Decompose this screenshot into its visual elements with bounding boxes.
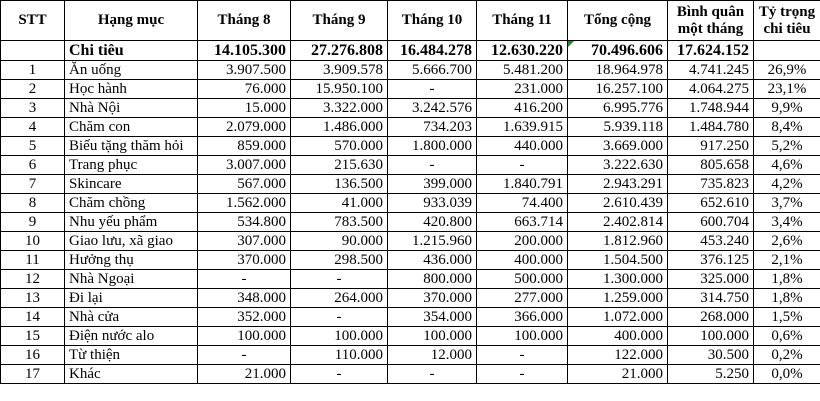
summary-total-cell[interactable]: [568, 41, 668, 61]
month-9-cell[interactable]: 1.486.000: [291, 118, 388, 137]
month-9-cell[interactable]: 783.500: [291, 213, 388, 232]
average-cell[interactable]: 1.748.944: [668, 99, 754, 118]
month-11-cell[interactable]: 400.000: [477, 251, 568, 270]
stt-cell[interactable]: 15: [1, 327, 65, 346]
average-cell[interactable]: 325.000: [668, 270, 754, 289]
ratio-cell[interactable]: 1,5%: [754, 308, 820, 327]
month-8-cell[interactable]: 100.000: [198, 327, 291, 346]
ratio-cell[interactable]: 4,6%: [754, 156, 820, 175]
summary-stt-cell[interactable]: [1, 41, 65, 61]
month-11-cell[interactable]: -: [477, 365, 568, 384]
stt-cell[interactable]: 7: [1, 175, 65, 194]
total-cell[interactable]: 400.000: [568, 327, 668, 346]
table-row: [1, 137, 820, 156]
summary-total-value: 70.496.606: [591, 41, 663, 59]
stt-cell[interactable]: 5: [1, 137, 65, 156]
table-row: [1, 194, 820, 213]
summary-ratio-cell[interactable]: [754, 41, 820, 61]
category-cell[interactable]: Chăm con: [65, 118, 198, 137]
total-cell[interactable]: 1.504.500: [568, 251, 668, 270]
table-row: [1, 365, 820, 384]
month-11-cell[interactable]: 500.000: [477, 270, 568, 289]
month-8-cell[interactable]: 21.000: [198, 365, 291, 384]
month-10-cell[interactable]: -: [388, 156, 477, 175]
category-cell[interactable]: Nhà cửa: [65, 308, 198, 327]
table-row: [1, 213, 820, 232]
month-11-cell[interactable]: -: [477, 346, 568, 365]
average-cell[interactable]: 1.484.780: [668, 118, 754, 137]
month-10-cell[interactable]: 436.000: [388, 251, 477, 270]
header-ratio-line2: chi tiêu: [763, 20, 811, 37]
ratio-cell[interactable]: 3,4%: [754, 213, 820, 232]
ratio-cell[interactable]: 8,4%: [754, 118, 820, 137]
month-8-cell[interactable]: -: [198, 270, 291, 289]
average-cell[interactable]: 376.125: [668, 251, 754, 270]
ratio-cell[interactable]: 2,6%: [754, 232, 820, 251]
ratio-cell[interactable]: 0,6%: [754, 327, 820, 346]
month-8-cell[interactable]: 534.800: [198, 213, 291, 232]
month-9-cell[interactable]: 3.909.578: [291, 61, 388, 80]
month-8-cell[interactable]: 567.000: [198, 175, 291, 194]
month-9-cell[interactable]: 264.000: [291, 289, 388, 308]
total-cell[interactable]: 6.995.776: [568, 99, 668, 118]
table-row: [1, 327, 820, 346]
summary-average-cell[interactable]: 17.624.152: [668, 41, 754, 61]
header-avg-line1: Bình quân: [676, 3, 745, 20]
month-9-cell[interactable]: 570.000: [291, 137, 388, 156]
category-cell[interactable]: Chăm chồng: [65, 194, 198, 213]
ratio-cell[interactable]: 5,2%: [754, 137, 820, 156]
total-cell[interactable]: 2.610.439: [568, 194, 668, 213]
summary-month-10-cell[interactable]: 16.484.278: [388, 41, 477, 61]
header-total[interactable]: Tổng cộng: [568, 1, 668, 41]
month-8-cell[interactable]: -: [198, 346, 291, 365]
total-cell[interactable]: 3.669.000: [568, 137, 668, 156]
average-cell[interactable]: 268.000: [668, 308, 754, 327]
category-cell[interactable]: Nhu yếu phẩm: [65, 213, 198, 232]
total-cell[interactable]: 1.259.000: [568, 289, 668, 308]
header-avg-line2: một tháng: [677, 20, 744, 37]
month-10-cell[interactable]: 5.666.700: [388, 61, 477, 80]
stt-cell[interactable]: 12: [1, 270, 65, 289]
month-11-cell[interactable]: 366.000: [477, 308, 568, 327]
average-cell[interactable]: 735.823: [668, 175, 754, 194]
header-ratio-line1: Tỷ trọng: [758, 3, 816, 20]
stt-cell[interactable]: 17: [1, 365, 65, 384]
month-8-cell[interactable]: 2.079.000: [198, 118, 291, 137]
month-10-cell[interactable]: 399.000: [388, 175, 477, 194]
stt-cell[interactable]: 2: [1, 80, 65, 99]
month-9-cell[interactable]: -: [291, 365, 388, 384]
month-8-cell[interactable]: 3.007.000: [198, 156, 291, 175]
month-9-cell[interactable]: -: [291, 308, 388, 327]
month-9-cell[interactable]: 136.500: [291, 175, 388, 194]
month-11-cell[interactable]: 416.200: [477, 99, 568, 118]
total-cell[interactable]: 21.000: [568, 365, 668, 384]
ratio-cell[interactable]: 1,8%: [754, 289, 820, 308]
month-9-cell[interactable]: 215.630: [291, 156, 388, 175]
table-row: [1, 308, 820, 327]
table-row: [1, 232, 820, 251]
header-monthly-average[interactable]: [668, 1, 754, 41]
header-stt[interactable]: STT: [1, 1, 65, 41]
stt-cell[interactable]: 4: [1, 118, 65, 137]
stt-cell[interactable]: 16: [1, 346, 65, 365]
header-month-9[interactable]: Tháng 9: [291, 1, 388, 41]
total-cell[interactable]: 18.964.978: [568, 61, 668, 80]
month-10-cell[interactable]: 800.000: [388, 270, 477, 289]
table-row: [1, 156, 820, 175]
month-10-cell[interactable]: 1.215.960: [388, 232, 477, 251]
table-row: [1, 80, 820, 99]
month-9-cell[interactable]: 3.322.000: [291, 99, 388, 118]
total-cell[interactable]: 122.000: [568, 346, 668, 365]
table-row: [1, 175, 820, 194]
month-8-cell[interactable]: 352.000: [198, 308, 291, 327]
ratio-cell[interactable]: 4,2%: [754, 175, 820, 194]
stt-cell[interactable]: 14: [1, 308, 65, 327]
error-indicator-icon: [568, 41, 574, 47]
total-cell[interactable]: 2.402.814: [568, 213, 668, 232]
header-spending-ratio[interactable]: [754, 1, 820, 41]
month-11-cell[interactable]: 663.714: [477, 213, 568, 232]
category-cell[interactable]: Nhà Ngoại: [65, 270, 198, 289]
month-11-cell[interactable]: 440.000: [477, 137, 568, 156]
category-cell[interactable]: Điện nước alo: [65, 327, 198, 346]
stt-cell[interactable]: 3: [1, 99, 65, 118]
month-10-cell[interactable]: 100.000: [388, 327, 477, 346]
month-8-cell[interactable]: 76.000: [198, 80, 291, 99]
month-10-cell[interactable]: -: [388, 365, 477, 384]
month-11-cell[interactable]: -: [477, 156, 568, 175]
category-cell[interactable]: Trang phục: [65, 156, 198, 175]
ratio-cell[interactable]: 0,0%: [754, 365, 820, 384]
header-category[interactable]: Hạng mục: [65, 1, 198, 41]
month-8-cell[interactable]: 348.000: [198, 289, 291, 308]
average-cell[interactable]: 4.064.275: [668, 80, 754, 99]
header-row: [1, 1, 820, 41]
average-cell[interactable]: 100.000: [668, 327, 754, 346]
summary-month-8-cell[interactable]: 14.105.300: [198, 41, 291, 61]
month-11-cell[interactable]: 5.481.200: [477, 61, 568, 80]
month-10-cell[interactable]: 420.800: [388, 213, 477, 232]
table-row: [1, 118, 820, 137]
month-9-cell[interactable]: 110.000: [291, 346, 388, 365]
summary-category-cell[interactable]: Chi tiêu: [65, 41, 198, 61]
ratio-cell[interactable]: 9,9%: [754, 99, 820, 118]
total-cell[interactable]: 5.939.118: [568, 118, 668, 137]
total-cell[interactable]: 1.812.960: [568, 232, 668, 251]
month-10-cell[interactable]: 370.000: [388, 289, 477, 308]
month-11-cell[interactable]: 231.000: [477, 80, 568, 99]
total-cell[interactable]: 3.222.630: [568, 156, 668, 175]
category-cell[interactable]: Nhà Nội: [65, 99, 198, 118]
category-cell[interactable]: Giao lưu, xã giao: [65, 232, 198, 251]
month-9-cell[interactable]: 90.000: [291, 232, 388, 251]
total-cell[interactable]: 2.943.291: [568, 175, 668, 194]
average-cell[interactable]: 5.250: [668, 365, 754, 384]
summary-row: [1, 41, 820, 61]
month-8-cell[interactable]: 3.907.500: [198, 61, 291, 80]
month-8-cell[interactable]: 1.562.000: [198, 194, 291, 213]
ratio-cell[interactable]: 23,1%: [754, 80, 820, 99]
stt-cell[interactable]: 6: [1, 156, 65, 175]
average-cell[interactable]: 30.500: [668, 346, 754, 365]
table-row: [1, 61, 820, 80]
month-10-cell[interactable]: 1.800.000: [388, 137, 477, 156]
category-cell[interactable]: Hưởng thụ: [65, 251, 198, 270]
total-cell[interactable]: 1.300.000: [568, 270, 668, 289]
month-9-cell[interactable]: 298.500: [291, 251, 388, 270]
month-10-cell[interactable]: 3.242.576: [388, 99, 477, 118]
month-11-cell[interactable]: 74.400: [477, 194, 568, 213]
month-9-cell[interactable]: 100.000: [291, 327, 388, 346]
month-9-cell[interactable]: 41.000: [291, 194, 388, 213]
month-11-cell[interactable]: 1.840.791: [477, 175, 568, 194]
average-cell[interactable]: 314.750: [668, 289, 754, 308]
average-cell[interactable]: 805.658: [668, 156, 754, 175]
stt-cell[interactable]: 8: [1, 194, 65, 213]
month-8-cell[interactable]: 370.000: [198, 251, 291, 270]
month-10-cell[interactable]: 354.000: [388, 308, 477, 327]
ratio-cell[interactable]: 26,9%: [754, 61, 820, 80]
category-cell[interactable]: Ăn uống: [65, 61, 198, 80]
table-row: [1, 346, 820, 365]
total-cell[interactable]: 1.072.000: [568, 308, 668, 327]
month-11-cell[interactable]: 1.639.915: [477, 118, 568, 137]
summary-month-9-cell[interactable]: 27.276.808: [291, 41, 388, 61]
month-10-cell[interactable]: 933.039: [388, 194, 477, 213]
month-8-cell[interactable]: 859.000: [198, 137, 291, 156]
average-cell[interactable]: 600.704: [668, 213, 754, 232]
month-10-cell[interactable]: 734.203: [388, 118, 477, 137]
month-10-cell[interactable]: 12.000: [388, 346, 477, 365]
month-9-cell[interactable]: -: [291, 270, 388, 289]
stt-cell[interactable]: 9: [1, 213, 65, 232]
average-cell[interactable]: 453.240: [668, 232, 754, 251]
month-8-cell[interactable]: 307.000: [198, 232, 291, 251]
ratio-cell[interactable]: 3,7%: [754, 194, 820, 213]
average-cell[interactable]: 4.741.245: [668, 61, 754, 80]
stt-cell[interactable]: 10: [1, 232, 65, 251]
month-11-cell[interactable]: 277.000: [477, 289, 568, 308]
stt-cell[interactable]: 13: [1, 289, 65, 308]
table-row: [1, 251, 820, 270]
category-cell[interactable]: Học hành: [65, 80, 198, 99]
category-cell[interactable]: Đi lại: [65, 289, 198, 308]
category-cell[interactable]: Biếu tặng thăm hỏi: [65, 137, 198, 156]
stt-cell[interactable]: 1: [1, 61, 65, 80]
month-11-cell[interactable]: 200.000: [477, 232, 568, 251]
summary-month-11-cell[interactable]: 12.630.220: [477, 41, 568, 61]
header-month-8[interactable]: Tháng 8: [198, 1, 291, 41]
average-cell[interactable]: 652.610: [668, 194, 754, 213]
table-row: [1, 270, 820, 289]
category-cell[interactable]: Từ thiện: [65, 346, 198, 365]
header-month-11[interactable]: Tháng 11: [477, 1, 568, 41]
month-9-cell[interactable]: 15.950.100: [291, 80, 388, 99]
category-cell[interactable]: Skincare: [65, 175, 198, 194]
ratio-cell[interactable]: 0,2%: [754, 346, 820, 365]
table-row: [1, 99, 820, 118]
total-cell[interactable]: 16.257.100: [568, 80, 668, 99]
stt-cell[interactable]: 11: [1, 251, 65, 270]
average-cell[interactable]: 917.250: [668, 137, 754, 156]
ratio-cell[interactable]: 1,8%: [754, 270, 820, 289]
table-row: [1, 289, 820, 308]
category-cell[interactable]: Khác: [65, 365, 198, 384]
header-month-10[interactable]: Tháng 10: [388, 1, 477, 41]
month-11-cell[interactable]: 100.000: [477, 327, 568, 346]
month-10-cell[interactable]: -: [388, 80, 477, 99]
month-8-cell[interactable]: 15.000: [198, 99, 291, 118]
ratio-cell[interactable]: 2,1%: [754, 251, 820, 270]
